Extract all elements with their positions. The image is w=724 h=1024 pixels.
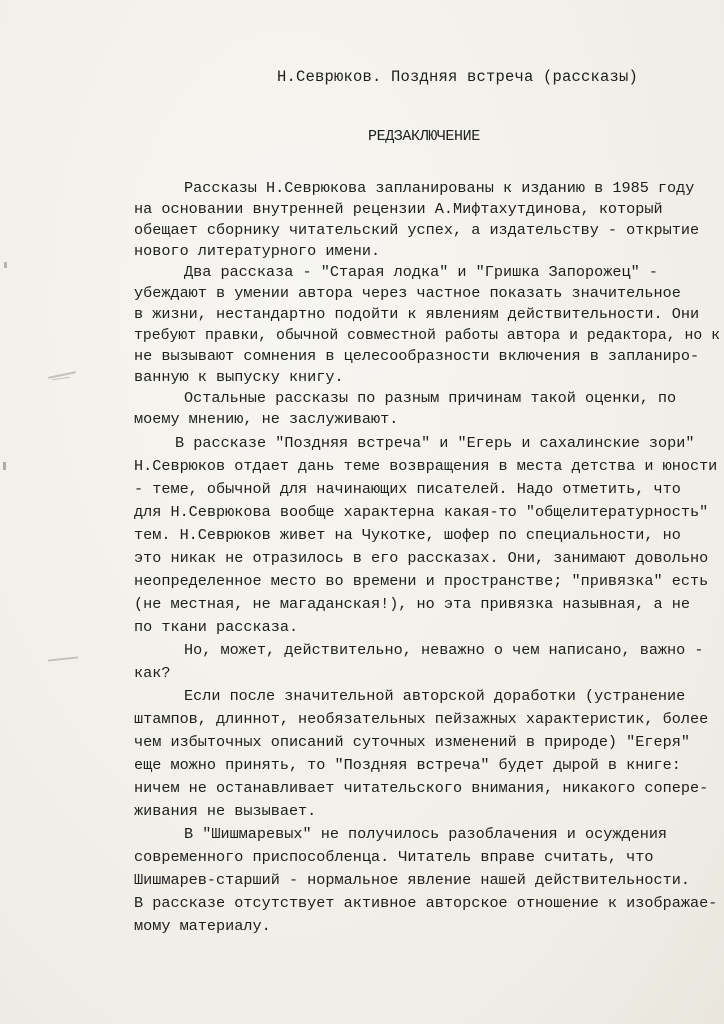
- text-line: убеждают в умении автора через частное показать значительное: [134, 284, 681, 302]
- text-line: обещает сборнику читательский успех, а издательству - открытие: [134, 221, 700, 239]
- text-line: В рассказе "Поздняя встреча" и "Егерь и сахалинские зори": [175, 434, 695, 452]
- text-line: как?: [134, 664, 171, 682]
- text-line: Если после значительной авторской доработки (устранение: [184, 687, 686, 705]
- text-line: требуют правки, обычной совместной работы автора и редактора, но к: [134, 326, 721, 344]
- text-line: Шишмарев-старший - нормальное явление нашей действительности.: [134, 871, 690, 889]
- text-line: Два рассказа - "Старая лодка" и "Гришка Запорожец" -: [184, 263, 658, 281]
- text-line: штампов, длиннот, необязательных пейзажных характеристик, более: [134, 710, 709, 728]
- text-line: живания не вызывает.: [134, 802, 317, 820]
- text-line: Рассказы Н.Севрюкова запланированы к изданию в 1985 году: [184, 179, 695, 197]
- text-line: мому материалу.: [134, 917, 271, 935]
- text-line: тем. Н.Севрюков живет на Чукотке, шофер по специальности, но: [134, 526, 681, 544]
- text-line: современного приспособленца. Читатель вправе считать, что: [134, 848, 654, 866]
- text-line: - теме, обычной для начинающих писателей. Надо отметить, что: [134, 480, 681, 498]
- text-line: еще можно принять, то "Поздняя встреча" будет дырой в книге:: [134, 756, 681, 774]
- text-line: В рассказе отсутствует активное авторское отношение к изображае-: [134, 894, 718, 912]
- text-line: неопределенное место во времени и пространстве; "привязка" есть: [134, 572, 709, 590]
- text-line: в жизни, нестандартно подойти к явлениям действительности. Они: [134, 305, 700, 323]
- document-heading: РЕДЗАКЛЮЧЕНИЕ: [368, 128, 480, 145]
- text-line: по ткани рассказа.: [134, 618, 299, 636]
- text-line: Остальные рассказы по разным причинам такой оценки, по: [184, 389, 677, 407]
- text-line: В "Шишмаревых" не получилось разоблачения и осуждения: [184, 825, 668, 843]
- text-line: Н.Севрюков отдает дань теме возвращения в места детства и юности: [134, 457, 718, 475]
- text-line: чем избыточных описаний суточных изменений в природе) "Егеря": [134, 733, 690, 751]
- text-line: нового литературного имени.: [134, 242, 381, 260]
- text-line: для Н.Севрюкова вообще характерна какая-то "общелитературность": [134, 503, 709, 521]
- text-line: Но, может, действительно, неважно о чем написано, важно -: [184, 641, 704, 659]
- text-line: ванную к выпуску книгу.: [134, 368, 344, 386]
- text-line: моему мнению, не заслуживают.: [134, 410, 399, 428]
- text-line: это никак не отразилось в его рассказах. Они, занимают довольно: [134, 549, 709, 567]
- text-line: ничем не останавливает читательского внимания, никакого сопере-: [134, 779, 709, 797]
- text-line: на основании внутренней рецензии А.Мифтахутдинова, который: [134, 200, 663, 218]
- text-line: не вызывают сомнения в целесообразности включения в запланиро-: [134, 347, 700, 365]
- document-header: Н.Севрюков. Поздняя встреча (рассказы): [277, 68, 639, 86]
- text-line: (не местная, не магаданская!), но эта привязка назывная, а не: [134, 595, 690, 613]
